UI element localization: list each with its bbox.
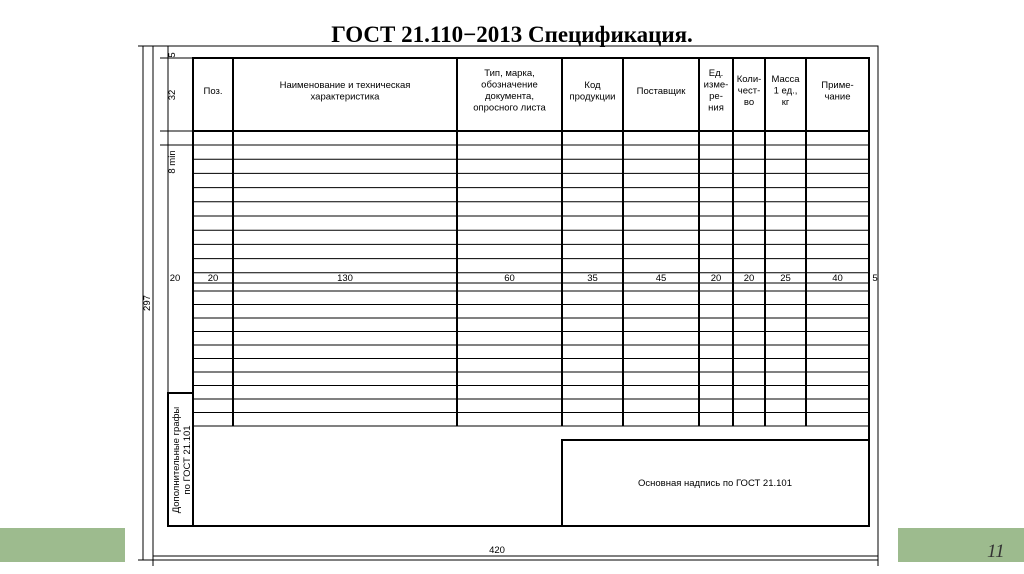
column-header: чание [824, 91, 851, 103]
column-header: ре- [709, 91, 723, 102]
column-header: продукции [569, 91, 616, 103]
dimension-header-height: 32 [167, 89, 178, 101]
column-width-label: 25 [780, 273, 791, 284]
dimension-sheet-width: 420 [489, 545, 505, 556]
column-width-label: 40 [832, 273, 843, 284]
column-header: характеристика [310, 91, 380, 103]
column-header: Коли- [736, 74, 762, 85]
column-header: обозначение [481, 79, 538, 91]
column-width-label: 20 [743, 273, 755, 284]
column-header: чест- [737, 85, 761, 97]
column-header: опросного листа [473, 102, 546, 114]
dimension-right-margin: 5 [872, 273, 878, 284]
column-width-label: 60 [504, 273, 515, 284]
column-header: Поз. [203, 86, 223, 97]
column-header: Тип, марка, [484, 68, 535, 79]
slide-title: ГОСТ 21.110−2013 Спецификация. [331, 22, 693, 47]
dimension-sheet-height: 297 [142, 295, 153, 311]
title-block-label: Основная надпись по ГОСТ 21.101 [637, 478, 793, 489]
column-header: Приме- [821, 80, 854, 91]
dimension-row-height: 8 min [167, 150, 178, 174]
column-header: Поставщик [636, 86, 686, 97]
additional-columns-label: по ГОСТ 21.101 [182, 425, 193, 495]
column-header: Ед. [708, 68, 724, 79]
column-header: Масса [771, 74, 800, 85]
column-header: 1 ед., [773, 85, 798, 97]
column-header: изме- [703, 79, 729, 91]
column-width-label: 20 [207, 273, 219, 284]
column-width-label: 20 [710, 273, 722, 284]
dimension-top-margin: 5 [167, 52, 178, 58]
column-header: документа, [485, 91, 534, 102]
column-header: ния [708, 102, 724, 114]
column-header: во [743, 97, 755, 108]
column-header: кг [781, 97, 790, 108]
column-width-label: 45 [655, 273, 667, 284]
column-width-label: 130 [337, 273, 353, 284]
column-width-label: 35 [587, 273, 598, 284]
dimension-left-margin: 20 [169, 273, 181, 284]
page-number: 11 [987, 541, 1005, 562]
additional-columns-label: Дополнительные графы [171, 406, 182, 514]
column-header: Наименование и техническая [279, 80, 411, 91]
form-frame [193, 58, 869, 526]
column-header: Код [584, 80, 601, 91]
